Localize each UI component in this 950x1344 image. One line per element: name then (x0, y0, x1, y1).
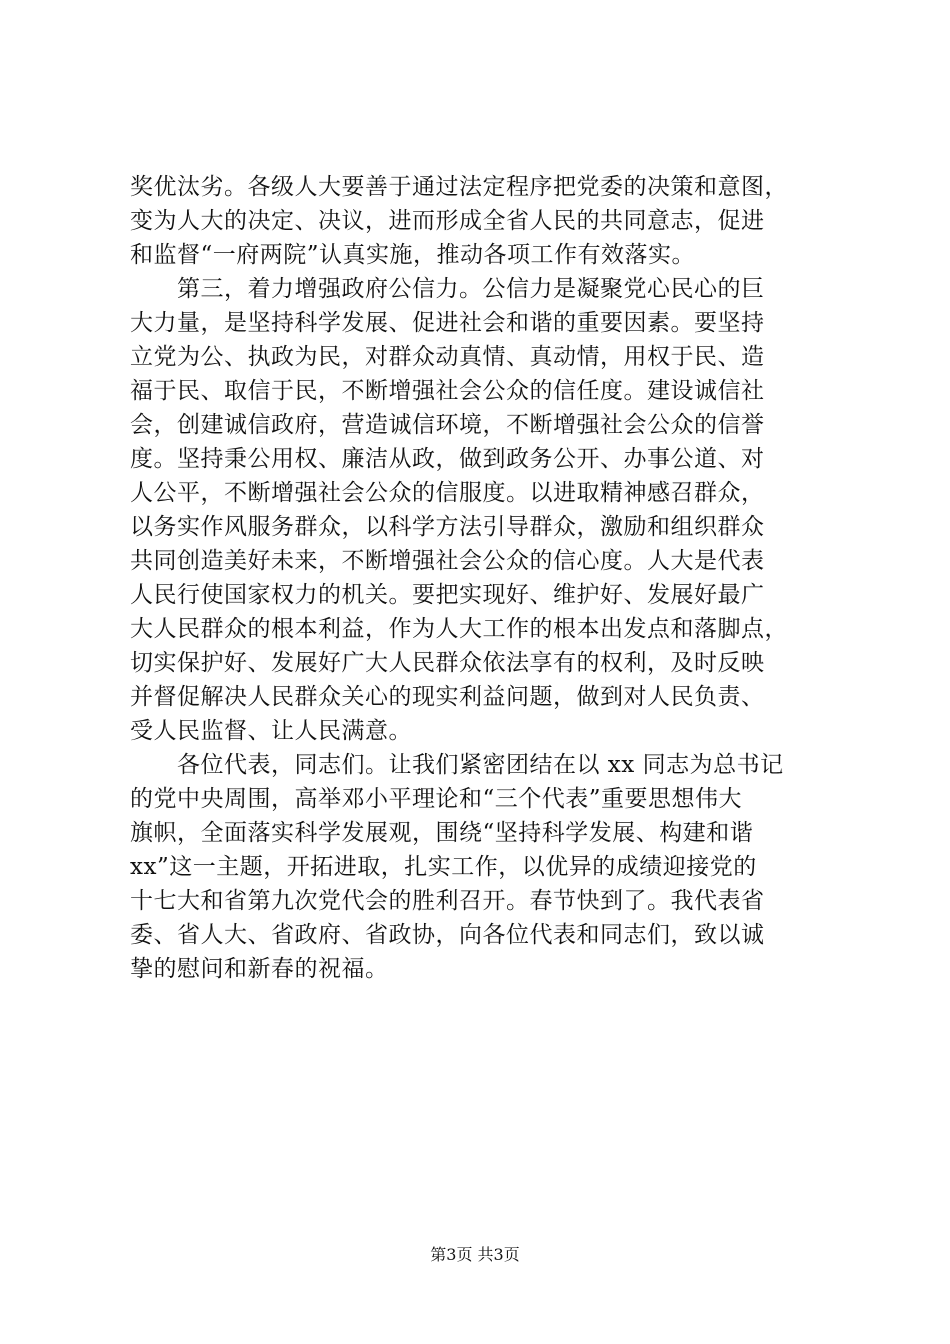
text-line: 人民行使国家权力的机关。要把实现好、维护好、发展好最广 (130, 582, 765, 608)
text-line: 福于民、取信于民，不断增强社会公众的信任度。建设诚信社 (130, 378, 765, 404)
text-line: 和监督“一府两院”认真实施，推动各项工作有效落实。 (130, 242, 696, 268)
text-line: 受人民监督、让人民满意。 (130, 718, 412, 744)
text-line: 度。坚持秉公用权、廉洁从政，做到政务公开、办事公道、对 (130, 446, 765, 472)
text-line: 以务实作风服务群众，以科学方法引导群众，激励和组织群众 (130, 514, 765, 540)
text-line: 切实保护好、发展好广大人民群众依法享有的权利，及时反映 (130, 650, 765, 676)
text-line: 并督促解决人民群众关心的现实利益问题，做到对人民负责、 (130, 684, 765, 710)
text-line: 大力量，是坚持科学发展、促进社会和谐的重要因素。要坚持 (130, 310, 765, 336)
text-line: 共同创造美好未来，不断增强社会公众的信心度。人大是代表 (130, 548, 765, 574)
page-number: 第3页 共3页 (430, 1245, 520, 1264)
text-line: 大人民群众的根本利益，作为人大工作的根本出发点和落脚点， (130, 616, 788, 642)
text-line: 的党中央周围，高举邓小平理论和“三个代表”重要思想伟大 (130, 786, 743, 812)
text-line: xx”这一主题，开拓进取，扎实工作，以优异的成绩迎接党的 (130, 854, 757, 880)
page-footer (0, 1244, 950, 1266)
text-line: 各位代表，同志们。让我们紧密团结在以 xx 同志为总书记 (130, 752, 784, 778)
text-line: 会，创建诚信政府，营造诚信环境，不断增强社会公众的信誉 (130, 412, 765, 438)
text-line: 旗帜，全面落实科学发展观，围绕“坚持科学发展、构建和谐 (130, 820, 754, 846)
text-line: 变为人大的决定、决议，进而形成全省人民的共同意志，促进 (130, 208, 765, 234)
text-line: 人公平，不断增强社会公众的信服度。以进取精神感召群众， (130, 480, 765, 506)
text-line: 奖优汰劣。各级人大要善于通过法定程序把党委的决策和意图， (130, 174, 788, 200)
text-line: 挚的慰问和新春的祝福。 (130, 956, 389, 982)
text-line: 委、省人大、省政府、省政协，向各位代表和同志们，致以诚 (130, 922, 765, 948)
text-line: 第三，着力增强政府公信力。公信力是凝聚党心民心的巨 (130, 276, 765, 302)
text-line: 十七大和省第九次党代会的胜利召开。春节快到了。我代表省 (130, 888, 765, 914)
text-line: 立党为公、执政为民，对群众动真情、真动情，用权于民、造 (130, 344, 765, 370)
